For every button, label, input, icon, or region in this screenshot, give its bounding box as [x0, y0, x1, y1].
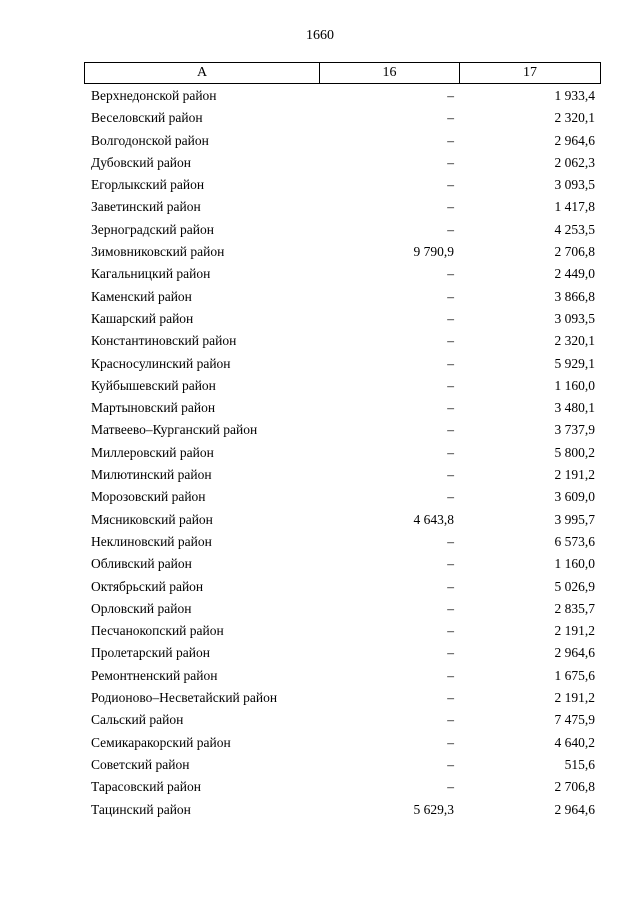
- value-col-16: –: [447, 377, 454, 393]
- value-col-17: 3 609,0: [554, 489, 595, 505]
- value-col-16: –: [447, 221, 454, 237]
- value-col-16: –: [447, 110, 454, 126]
- value-col-16: –: [447, 310, 454, 326]
- value-col-17: 2 835,7: [554, 600, 595, 616]
- value-col-17: 1 160,0: [554, 377, 595, 393]
- district-name: Каменский район: [91, 288, 192, 304]
- district-name: Куйбышевский район: [91, 377, 216, 393]
- value-col-16: –: [447, 288, 454, 304]
- district-name: Кашарский район: [91, 310, 194, 326]
- value-col-17: 2 320,1: [554, 333, 595, 349]
- value-col-17: 2 964,6: [554, 645, 595, 661]
- value-col-16: –: [447, 690, 454, 706]
- table-row: [84, 397, 600, 419]
- table-row: [84, 107, 600, 129]
- district-name: Песчанокопский район: [91, 623, 224, 639]
- district-name: Матвеево–Курганский район: [91, 422, 258, 438]
- header-col-16: 16: [320, 63, 460, 84]
- value-col-16: –: [447, 734, 454, 750]
- value-col-16: –: [447, 132, 454, 148]
- value-col-16: –: [447, 467, 454, 483]
- district-name: Октябрьский район: [91, 578, 204, 594]
- header-row: [85, 63, 601, 84]
- value-col-16: –: [447, 667, 454, 683]
- table-row: [84, 687, 600, 709]
- table-row: [84, 799, 600, 821]
- value-col-17: 3 093,5: [554, 310, 595, 326]
- value-col-17: 2 706,8: [554, 779, 595, 795]
- value-col-16: –: [447, 333, 454, 349]
- value-col-17: 1 417,8: [554, 199, 595, 215]
- value-col-17: 2 191,2: [554, 467, 595, 483]
- value-col-17: 2 449,0: [554, 266, 595, 282]
- value-col-17: 3 995,7: [554, 511, 595, 527]
- table-row: [84, 85, 600, 107]
- table-row: [84, 509, 600, 531]
- table-row: [84, 174, 600, 196]
- value-col-17: 2 706,8: [554, 244, 595, 260]
- header-col-17: 17: [460, 63, 601, 84]
- district-name: Пролетарский район: [91, 645, 210, 661]
- district-name: Верхнедонской район: [91, 88, 217, 103]
- table-row: [84, 665, 600, 687]
- value-col-16: –: [447, 556, 454, 572]
- district-name: Сальский район: [91, 712, 184, 728]
- value-col-16: –: [447, 712, 454, 728]
- district-name: Семикаракорский район: [91, 734, 231, 750]
- value-col-17: 3 866,8: [554, 288, 595, 304]
- value-col-16: –: [447, 177, 454, 193]
- value-col-17: 3 093,5: [554, 177, 595, 193]
- value-col-16: –: [447, 355, 454, 371]
- value-col-17: 4 253,5: [554, 221, 595, 237]
- district-name: Дубовский район: [91, 154, 192, 170]
- value-col-16: –: [447, 154, 454, 170]
- value-col-17: 3 737,9: [554, 422, 595, 438]
- table-row: [84, 241, 600, 263]
- district-name: Мясниковский район: [91, 511, 213, 527]
- value-col-16: –: [447, 779, 454, 795]
- table-row: [84, 152, 600, 174]
- table-row: [84, 375, 600, 397]
- district-name: Ремонтненский район: [91, 667, 218, 683]
- value-col-16: –: [447, 266, 454, 282]
- table-row: [84, 286, 600, 308]
- value-col-16: –: [447, 400, 454, 416]
- value-col-17: 6 573,6: [554, 533, 595, 549]
- district-name: Милютинский район: [91, 467, 212, 483]
- value-col-16: –: [447, 88, 454, 103]
- header-col-a: А: [85, 63, 320, 84]
- table-row: [84, 442, 600, 464]
- table-row: [84, 486, 600, 508]
- district-name: Морозовский район: [91, 489, 206, 505]
- value-col-17: 3 480,1: [554, 400, 595, 416]
- value-col-17: 5 026,9: [554, 578, 595, 594]
- value-col-17: 1 933,4: [554, 88, 595, 103]
- value-col-16: –: [447, 199, 454, 215]
- value-col-17: 2 964,6: [554, 801, 595, 817]
- value-col-17: 2 191,2: [554, 623, 595, 639]
- table-header: [84, 62, 601, 84]
- table-row: [84, 553, 600, 575]
- district-name: Константиновский район: [91, 333, 237, 349]
- table-row: [84, 419, 600, 441]
- table-row: [84, 776, 600, 798]
- district-name: Советский район: [91, 756, 190, 772]
- value-col-16: –: [447, 756, 454, 772]
- table-row: [84, 642, 600, 664]
- value-col-17: 1 675,6: [554, 667, 595, 683]
- value-col-17: 2 964,6: [554, 132, 595, 148]
- district-name: Красносулинский район: [91, 355, 231, 371]
- value-col-16: –: [447, 623, 454, 639]
- value-col-16: –: [447, 422, 454, 438]
- value-col-16: –: [447, 533, 454, 549]
- district-name: Обливский район: [91, 556, 192, 572]
- district-name: Неклиновский район: [91, 533, 212, 549]
- district-name: Орловский район: [91, 600, 192, 616]
- table-row: [84, 709, 600, 731]
- value-col-17: 515,6: [564, 756, 595, 772]
- table-row: [84, 598, 600, 620]
- district-name: Зимовниковский район: [91, 244, 225, 260]
- table-row: [84, 576, 600, 598]
- value-col-17: 2 191,2: [554, 690, 595, 706]
- district-name: Веселовский район: [91, 110, 203, 126]
- table-row: [84, 464, 600, 486]
- value-col-17: 4 640,2: [554, 734, 595, 750]
- value-col-17: 2 062,3: [554, 154, 595, 170]
- value-col-16: 5 629,3: [413, 801, 454, 817]
- value-col-16: 9 790,9: [413, 244, 454, 260]
- district-name: Родионово–Несветайский район: [91, 690, 278, 706]
- table-row: [84, 196, 600, 218]
- value-col-16: 4 643,8: [413, 511, 454, 527]
- table-row: [84, 531, 600, 553]
- value-col-16: –: [447, 489, 454, 505]
- table-row: [84, 353, 600, 375]
- table-body: [84, 85, 600, 821]
- district-name: Миллеровский район: [91, 444, 214, 460]
- district-name: Егорлыкский район: [91, 177, 205, 193]
- district-name: Тарасовский район: [91, 779, 201, 795]
- value-col-17: 5 929,1: [554, 355, 595, 371]
- table-row: [84, 330, 600, 352]
- district-name: Заветинский район: [91, 199, 201, 215]
- district-name: Зерноградский район: [91, 221, 214, 237]
- district-name: Кагальницкий район: [91, 266, 211, 282]
- value-col-17: 2 320,1: [554, 110, 595, 126]
- table-row: [84, 263, 600, 285]
- value-col-16: –: [447, 578, 454, 594]
- district-name: Тацинский район: [91, 801, 191, 817]
- value-col-17: 1 160,0: [554, 556, 595, 572]
- table-row: [84, 732, 600, 754]
- value-col-16: –: [447, 600, 454, 616]
- table-row: [84, 754, 600, 776]
- page-number: 1660: [306, 28, 334, 43]
- value-col-17: 5 800,2: [554, 444, 595, 460]
- table-row: [84, 620, 600, 642]
- district-name: Мартыновский район: [91, 400, 216, 416]
- value-col-16: –: [447, 645, 454, 661]
- value-col-16: –: [447, 444, 454, 460]
- table-row: [84, 219, 600, 241]
- table-row: [84, 130, 600, 152]
- value-col-17: 7 475,9: [554, 712, 595, 728]
- table-row: [84, 308, 600, 330]
- district-name: Волгодонской район: [91, 132, 209, 148]
